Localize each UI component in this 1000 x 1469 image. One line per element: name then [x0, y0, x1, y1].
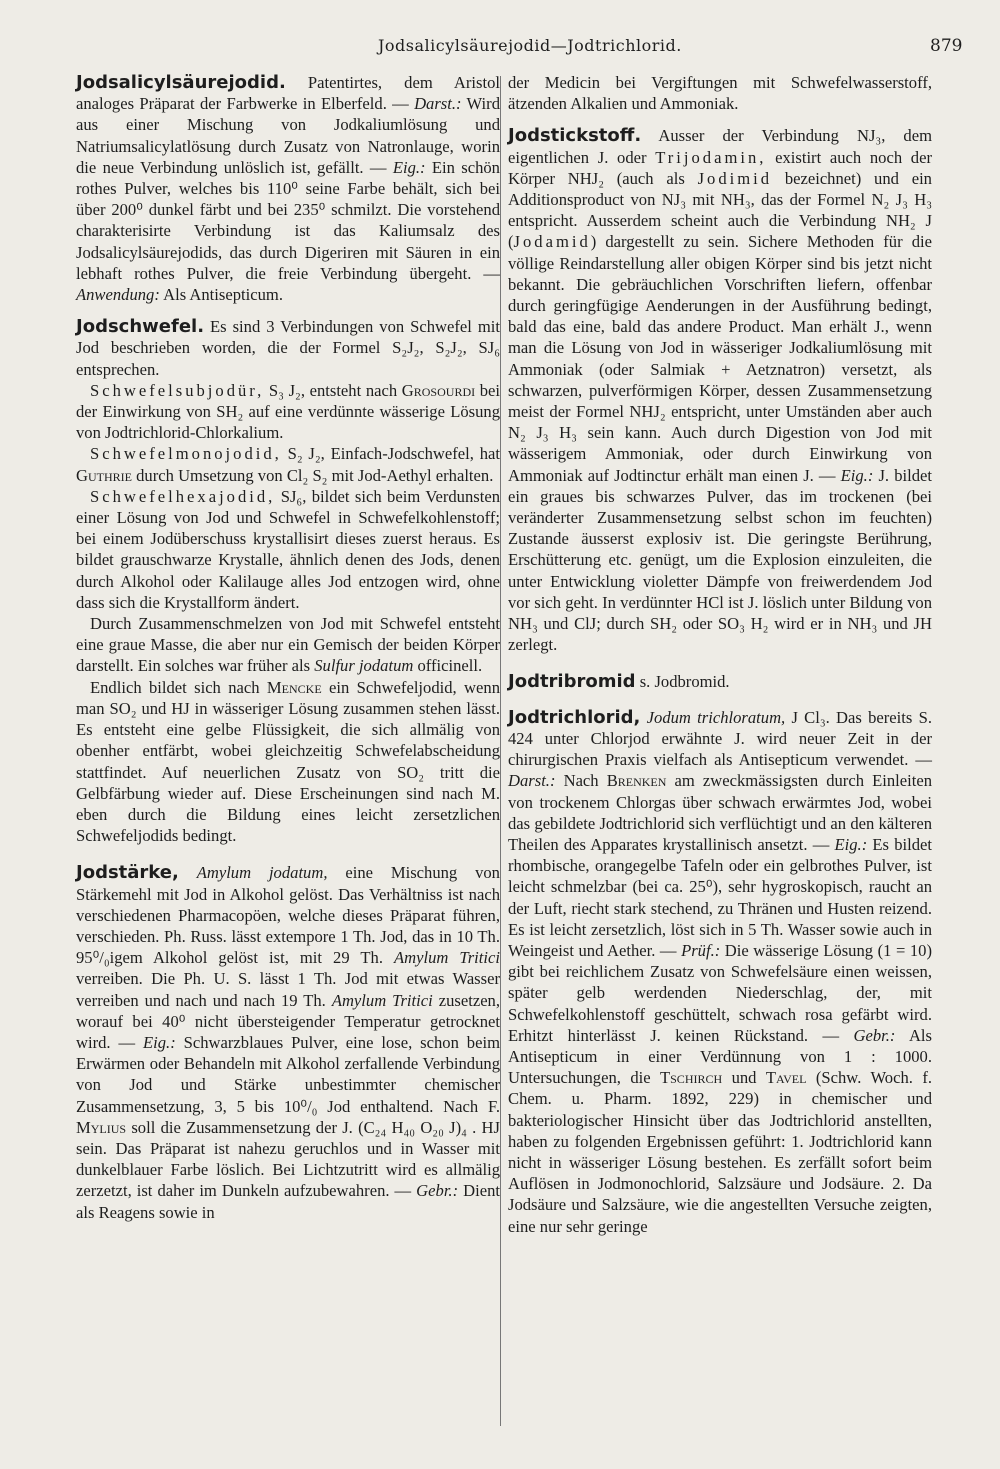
continuation-text: der Medicin bei Vergiftungen mit Schwefelwasserstoff, ätzenden Alkalien und Ammoniak. [508, 73, 932, 114]
column-divider [500, 76, 501, 1426]
entry-text: Jodstärke, Amylum jodatum, eine Mischung von Stärkemehl mit Jod in Alkohol gelöst. Das Verhältniss ist nach verschiedenen Pharmacopöen, welche dieses Präparat führen, verschieden. Ph. Russ. lässt extempore 1 Th. Jod, das in 10 Th. 95⁰/₀igem Alkohol gelöst ist, mit 29 Th. Amylum Tritici verreiben. Die Ph. U. S. lässt 1 Th. Jod mit etwas Wasser verreiben und nach und nach 19 Th. Amylum Tritici zusetzen, worauf bei 40⁰ nicht übersteigender Temperatur getrocknet wird. — Eig.: Schwarzblaues Pulver, eine lose, schon beim Erwärmen oder Behandeln mit Alkohol zerfallende Verbindung von Jod und Stärke unbestimmter chemischer Zusammensetzung, 3, 5 bis 10⁰/₀ Jod enthaltend. Nach F. Mylius soll die Zusammensetzung der J. (C₂₄ H₄₀ O₂₀ J)₄ . HJ sein. Das Präparat ist nahezu geruchlos und in Wasser mit dunkelblauer Farbe löslich. Bei Lichtzutritt wird es allmälig zerzetzt, ist daher im Dunkeln aufzubewahren. — Gebr.: Dient als Reagens sowie in [76, 862, 500, 1222]
running-head [0, 36, 1000, 60]
subentry-monojodid: Schwefelmonojodid, S₂ J₂, Einfach-Jodschwefel, hat Guthrie durch Umsetzung von Cl₂ S₂ mit Jod-Aethyl erhalten. [76, 444, 500, 485]
page-number: 879 [930, 36, 963, 56]
entry-text: Jodsalicylsäurejodid. Patentirtes, dem Aristol analoges Präparat der Farbwerke in Elberfeld. — Darst.: Wird aus einer Mischung von Jodkaliumlösung und Natriumsalicylatlösung durch Zusatz von Natronlauge, worin die neue Verbindung unlöslich ist, gefällt. — Eig.: Ein schön rothes Pulver, welches bis 110⁰ seine Farbe behält, sich bei über 200⁰ dunkel färbt und bei 235⁰ schmilzt. Die vorstehend charakterisirte Verbindung ist das Kaliumsalz des Jodsalicylsäurejodids, das durch Digeriren mit Säuren in ein lebhaft rothes Pulver, die freie Verbindung übergeht. — Anwendung: Als Antisepticum. [76, 72, 500, 305]
entry-text: Jodstickstoff. Ausser der Verbindung NJ₃, dem eigentlichen J. oder Trijodamin, existirt auch noch der Körper NHJ₂ (auch als Jodimid bezeichnet) und ein Additionsproduct von NJ₃ mit NH₃, das der Formel N₂ J₃ H₃ entspricht. Ausserdem scheint auch die Verbindung NH₂ J (Jodamid) dargestellt zu sein. Sichere Methoden für die völlige Reindarstellung aller obigen Körper sind bis jetzt nicht bekannt. Die gebräuchlichen Vorschriften liefern, offenbar durch geringfügige Aenderungen in der Ausführung bedingt, bald das eine, bald das andere Product. Man erhält J., wenn man die Lösung von Jod in wässeriger Jodkaliumlösung mit Ammoniak (oder Salmiak + Aetznatron) versetzt, als schwarzen, pulverförmigen Körper, dessen Zusammensetzung meist der Formel NHJ₂ entspricht, unter Umständen aber auch N₂ J₃ H₃ sein kann. Auch durch Digestion von Jod mit wässerigem Ammoniak, oder durch Einwirkung von Ammoniak auf Jodtinctur erhält man einen J. — Eig.: J. bildet ein graues bis schwarzes Pulver, das im trockenen (bei veränderter Zusammensetzung selbst schon im feuchten) Zustande äusserst explosiv ist. Die geringste Berührung, Erschütterung etc. genügt, um die Explosion einzuleiten, die unter Entwicklung violetter Dämpfe von freiwerdendem Jod vor sich geht. In verdünnter HCl ist J. löslich unter Bildung von NH₃ und ClJ; durch SH₂ oder SO₃ H₂ wird er in NH₃ und JH zerlegt. [508, 125, 932, 655]
entry-text: Jodtribromid s. Jodbromid. [508, 671, 730, 693]
label-darst: Darst.: [414, 94, 462, 114]
label-pruef: Prüf.: [681, 940, 721, 960]
label-gebr: Gebr.: [416, 1181, 459, 1201]
entry-jodschwefel [76, 316, 500, 846]
left-column [76, 72, 500, 1223]
headword: Jodstärke, [76, 862, 179, 884]
label-gebr: Gebr.: [853, 1025, 896, 1045]
entry-text: Jodtrichlorid, Jodum trichloratum, J Cl₃. Das bereits S. 424 unter Chlorjod erwähnte J. wird neuer Zeit in der chirurgischen Praxis vielfach als Antisepticum verwendet. — Darst.: Nach Brenken am zweckmässigsten durch Einleiten von trockenem Chlorgas über schwach erwärmtes Jod, wobei das gebildete Jodtrichlorid sich verflüchtigt und an den kälteren Theilen des Apparates krystallinisch ansetzt. — Eig.: Es bildet rhombische, orangegelbe Tafeln oder ein gelbrothes Pulver, ist leicht schmelzbar (bei ca. 25⁰), sehr hygroskopisch, raucht an der Luft, riecht stark stechend, zu Thränen und Husten reizend. Es ist leicht zersetzlich, löst sich in 5 Th. Wasser sowie auch in Weingeist und Aether. — Prüf.: Die wässerige Lösung (1 = 10) gibt bei reichlichem Zusatz von Schwefelsäure einen weissen, später gelb werdenden Niederschlag, der, mit Schwefelkohlenstoff geschüttelt, schwach rosa gefärbt wird. Erhitzt hinterlässt J. keinen Rückstand. — Gebr.: Als Antisepticum in einer Verdünnung von 1 : 1000. Untersuchungen, die Tschirch und Tavel (Schw. Woch. f. Chem. u. Pharm. 1892, 229) in chemischer und bakteriologischer Hinsicht über das Jodtrichlorid anstellten, haben zu folgenden Ergebnissen geführt: 1. Jodtrichlorid kann nicht in wässeriger Lösung bestehen. Es zerfällt sofort beim Auflösen in Jodmonochlorid, Salzsäure und Jodsäure. 2. Da Jodsäure und Salzsäure, wie die angestellten Versuche zeigten, eine nur sehr geringe [508, 706, 932, 1236]
entry-jodtrichlorid [508, 707, 932, 1237]
headword: Jodschwefel. [76, 316, 205, 338]
entry-jodsalicylsaeurejodid [76, 72, 500, 305]
entry-text: Jodschwefel. Es sind 3 Verbindungen von Schwefel mit Jod beschrieben worden, die der Formel S₂J₂, S₂J₂, SJ₆ entsprechen. [76, 316, 500, 379]
headword: Jodsalicylsäurejodid. [76, 72, 286, 93]
label-eig: Eig.: [834, 834, 868, 854]
paragraph: Durch Zusammenschmelzen von Jod mit Schwefel entsteht eine graue Masse, die aber nur ein Gemisch der beiden Körper darstellt. Ein solches war früher als Sulfur jodatum officinell. [76, 614, 500, 676]
paragraph: Endlich bildet sich nach Mencke ein Schwefeljodid, wenn man SO₂ und HJ in wässeriger Lösung zusammen stehen lässt. Es entsteht eine gelbe Flüssigkeit, die sich allmälig von obenher entfärbt, wobei gleichzeitig Schwefelabscheidung stattfindet. Auf neuerlichen Zusatz von SO₂ tritt die Gelbfärbung wieder auf. Diese Erscheinungen sind nach M. eben durch die Bildung eines leicht zersetzlichen Schwefeljodids bedingt. [76, 677, 500, 846]
headword: Jodtrichlorid, [508, 706, 641, 728]
subentry-subjodur: Schwefelsubjodür, S₃ J₂, entsteht nach Grosourdi bei der Einwirkung von SH₂ auf eine verdünnte wässerige Lösung von Jodtrichlorid-Chlorkalium. [76, 380, 501, 443]
label-eig: Eig.: [143, 1032, 176, 1052]
label-darst: Darst.: [508, 771, 556, 791]
right-column [508, 72, 932, 1237]
headword: Jodtribromid [508, 671, 636, 693]
label-anwendung: Anwendung: [76, 285, 160, 305]
continuation [508, 72, 932, 114]
entry-jodstaerke [76, 862, 500, 1222]
label-eig: Eig.: [392, 157, 426, 177]
entry-jodtribromid [508, 671, 932, 692]
subentry-hexajodid: Schwefelhexajodid, SJ₆, bildet sich beim Verdunsten einer Lösung von Jod und Schwefel in Schwefelkohlenstoff; bei einem Jodüberschuss krystallisirt dieses zuerst heraus. Es bildet grauschwarze Krystalle, ähnlich denen des Jods, denen durch Alkohol oder Kalilauge alles Jod entzogen wird, ohne dass sich die Krystallform ändert. [76, 486, 500, 612]
headword: Jodstickstoff. [508, 125, 642, 147]
entry-jodstickstoff [508, 125, 932, 655]
running-title: Jodsalicylsäurejodid—Jodtrichlorid. [378, 36, 682, 55]
label-eig: Eig.: [840, 465, 874, 485]
